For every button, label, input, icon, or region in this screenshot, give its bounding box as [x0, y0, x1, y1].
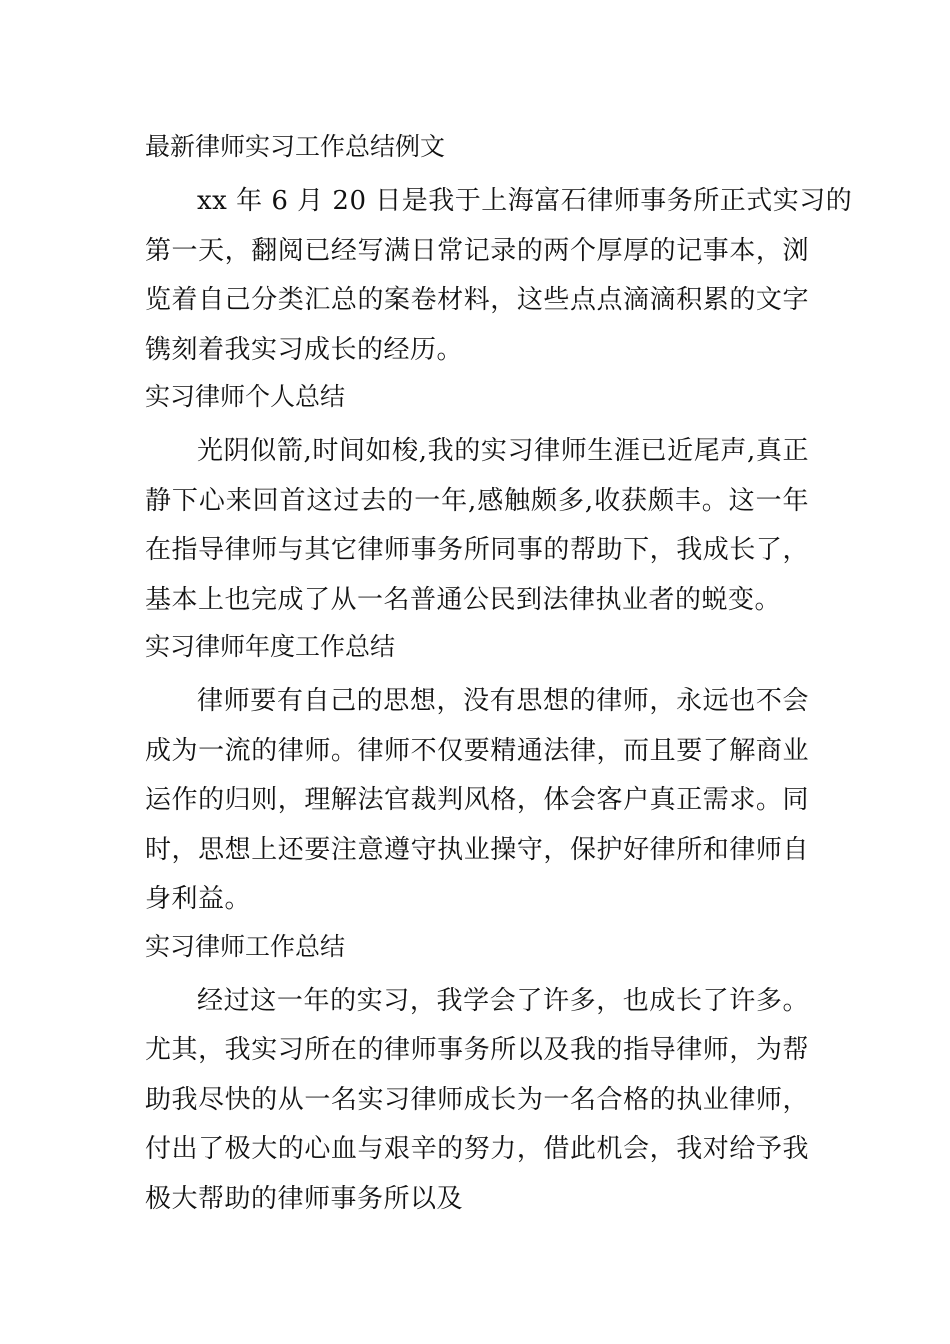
paragraph-line: xx 年 6 月 20 日是我于上海富石律师事务所正式实习的 — [197, 186, 853, 216]
paragraph-line: 身利益。 — [145, 884, 252, 914]
paragraph-line: 静下心来回首这过去的一年,感触颇多,收获颇丰。这一年 — [145, 485, 809, 516]
paragraph-line: 尤其，我实习所在的律师事务所以及我的指导律师，为帮 — [145, 1035, 809, 1065]
section-heading: 实习律师工作总结 — [145, 931, 346, 961]
paragraph-line: 运作的归则，理解法官裁判风格，体会客户真正需求。同 — [145, 785, 809, 815]
document-body — [145, 127, 853, 1226]
paragraph-line: 助我尽快的从一名实习律师成长为一名合格的执业律师， — [145, 1084, 809, 1115]
section-paragraph — [145, 427, 809, 625]
paragraph-line: 律师要有自己的思想，没有思想的律师，永远也不会 — [197, 686, 809, 716]
section-heading: 实习律师年度工作总结 — [145, 632, 396, 661]
paragraph-line: 成为一流的律师。律师不仅要精通法律，而且要了解商业 — [145, 735, 809, 766]
paragraph-line: 时，思想上还要注意遵守执业操守，保护好律所和律师自 — [145, 834, 809, 865]
paragraph-line: 在指导律师与其它律师事务所同事的帮助下，我成长了， — [145, 535, 809, 565]
section-heading: 实习律师个人总结 — [145, 382, 346, 411]
paragraph-line: 览着自己分类汇总的案卷材料，这些点点滴滴积累的文字 — [145, 285, 809, 315]
intro-paragraph — [145, 177, 853, 375]
document-title: 最新律师实习工作总结例文 — [145, 132, 446, 161]
paragraph-line: 付出了极大的心血与艰辛的努力，借此机会，我对给予我 — [145, 1134, 809, 1164]
section-paragraph — [145, 977, 809, 1225]
paragraph-line: 镌刻着我实习成长的经历。 — [145, 334, 464, 365]
section-paragraph — [145, 677, 809, 925]
paragraph-line: 基本上也完成了从一名普通公民到法律执业者的蜕变。 — [145, 584, 782, 615]
paragraph-line: 极大帮助的律师事务所以及 — [145, 1183, 464, 1214]
paragraph-line: 第一天，翻阅已经写满日常记录的两个厚厚的记事本，浏 — [145, 235, 809, 266]
paragraph-line: 经过这一年的实习，我学会了许多，也成长了许多。 — [197, 985, 809, 1016]
paragraph-line: 光阴似箭,时间如梭,我的实习律师生涯已近尾声,真正 — [197, 436, 809, 466]
